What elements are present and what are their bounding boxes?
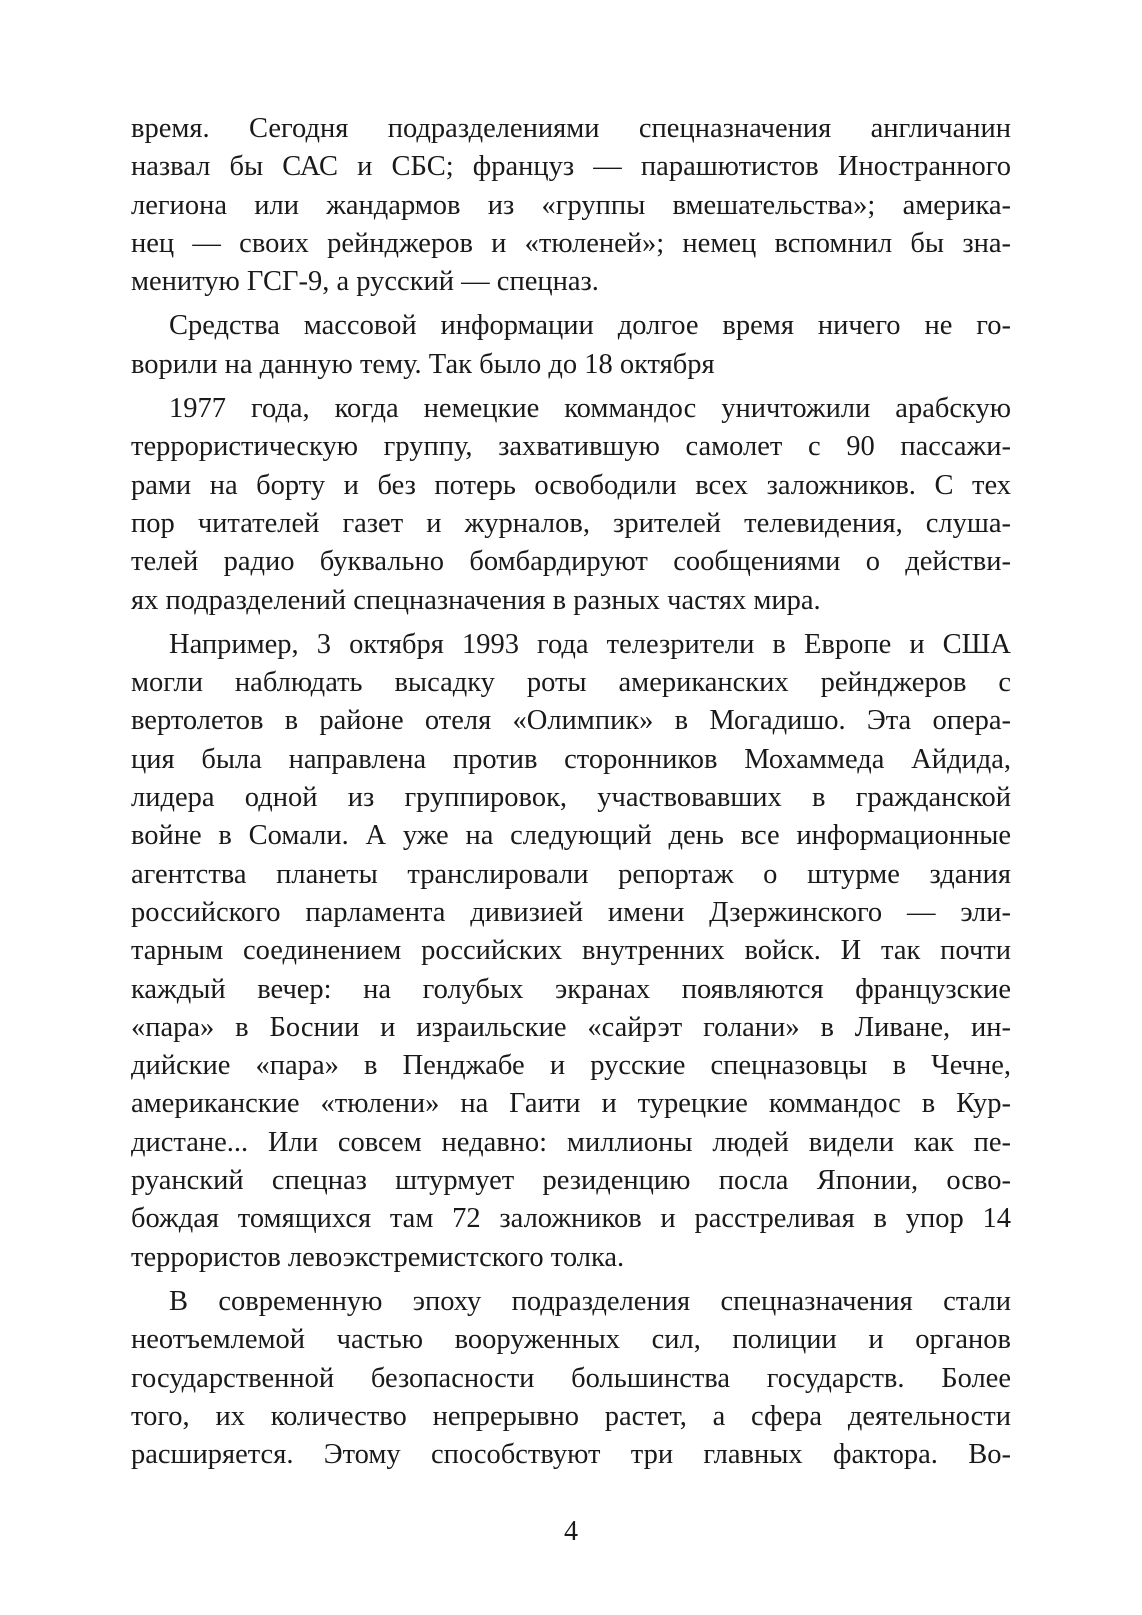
text-line: бождая томящихся там 72 заложников и расстреливая в упор 14: [131, 1203, 1011, 1235]
text-line: могли наблюдать высадку роты американских рейнджеров с: [131, 667, 1011, 699]
text-line: войне в Сомали. А уже на следующий день все информационные: [131, 820, 1011, 852]
text-line: легиона или жандармов из «группы вмешательства»; америка-: [131, 189, 1011, 221]
text-line: американские «тюлени» на Гаити и турецкие коммандос в Кур-: [131, 1088, 1011, 1120]
text-line: каждый вечер: на голубых экранах появляются французские: [131, 973, 1011, 1005]
text-line: государственной безопасности большинства государств. Более: [131, 1362, 1011, 1394]
paragraph: [131, 390, 1011, 620]
text-line: руанский спецназ штурмует резиденцию посла Японии, осво-: [131, 1165, 1011, 1197]
text-line: Средства массовой информации долгое время ничего не го-: [169, 310, 1011, 342]
paragraph: [131, 110, 1011, 301]
text-line: тарным соединением российских внутренних войск. И так почти: [131, 935, 1011, 967]
text-line: телей радио буквально бомбардируют сообщениями о действи-: [131, 546, 1011, 578]
document-page: [131, 110, 1011, 1474]
text-line: того, их количество непрерывно растет, а сфера деятельности: [131, 1400, 1011, 1432]
paragraph: [131, 626, 1011, 1277]
text-line: нец — своих рейнджеров и «тюленей»; немец вспомнил бы зна-: [131, 227, 1011, 259]
text-line: дийские «пара» в Пенджабе и русские спецназовцы в Чечне,: [131, 1050, 1011, 1082]
text-line: расширяется. Этому способствуют три главных фактора. Во-: [131, 1439, 1011, 1471]
text-line: дистане... Или совсем недавно: миллионы людей видели как пе-: [131, 1126, 1011, 1158]
text-line: ция была направлена против сторонников Мохаммеда Айдида,: [131, 743, 1011, 775]
paragraph: [131, 1283, 1011, 1474]
text-line: В современную эпоху подразделения спецназначения стали: [169, 1285, 1011, 1317]
text-line: неотъемлемой частью вооруженных сил, полиции и органов: [131, 1324, 1011, 1356]
text-line: агентства планеты транслировали репортаж о штурме здания: [131, 858, 1011, 890]
text-line: время. Сегодня подразделениями спецназначения англичанин: [131, 113, 1011, 144]
text-line: пор читателей газет и журналов, зрителей телевидения, слуша-: [131, 507, 1011, 539]
text-line: рами на борту и без потерь освободили всех заложников. С тех: [131, 469, 1011, 501]
text-line: лидера одной из группировок, участвовавших в гражданской: [131, 782, 1011, 814]
page-number: 4: [564, 1516, 578, 1547]
text-line: 1977 года, когда немецкие коммандос уничтожили арабскую: [169, 393, 1011, 425]
text-line: террористов левоэкстремистского толка.: [131, 1241, 625, 1273]
text-line: российского парламента дивизией имени Дзержинского — эли-: [131, 896, 1011, 928]
text-line: ях подразделений спецназначения в разных частях мира.: [131, 584, 821, 616]
text-line: назвал бы САС и СБС; француз — парашютистов Иностранного: [131, 151, 1011, 183]
text-line: «пара» в Боснии и израильские «сайрэт голани» в Ливане, ин-: [131, 1011, 1011, 1043]
text-line: Например, 3 октября 1993 года телезрители в Европе и США: [169, 628, 1011, 660]
text-line: террористическую группу, захватившую самолет с 90 пассажи-: [131, 431, 1011, 463]
paragraph: [131, 307, 1011, 384]
text-line: вертолетов в районе отеля «Олимпик» в Могадишо. Эта опера-: [131, 705, 1011, 737]
text-line: менитую ГСГ-9, а русский — спецназ.: [131, 266, 599, 298]
text-line: ворили на данную тему. Так было до 18 октября: [131, 348, 715, 380]
